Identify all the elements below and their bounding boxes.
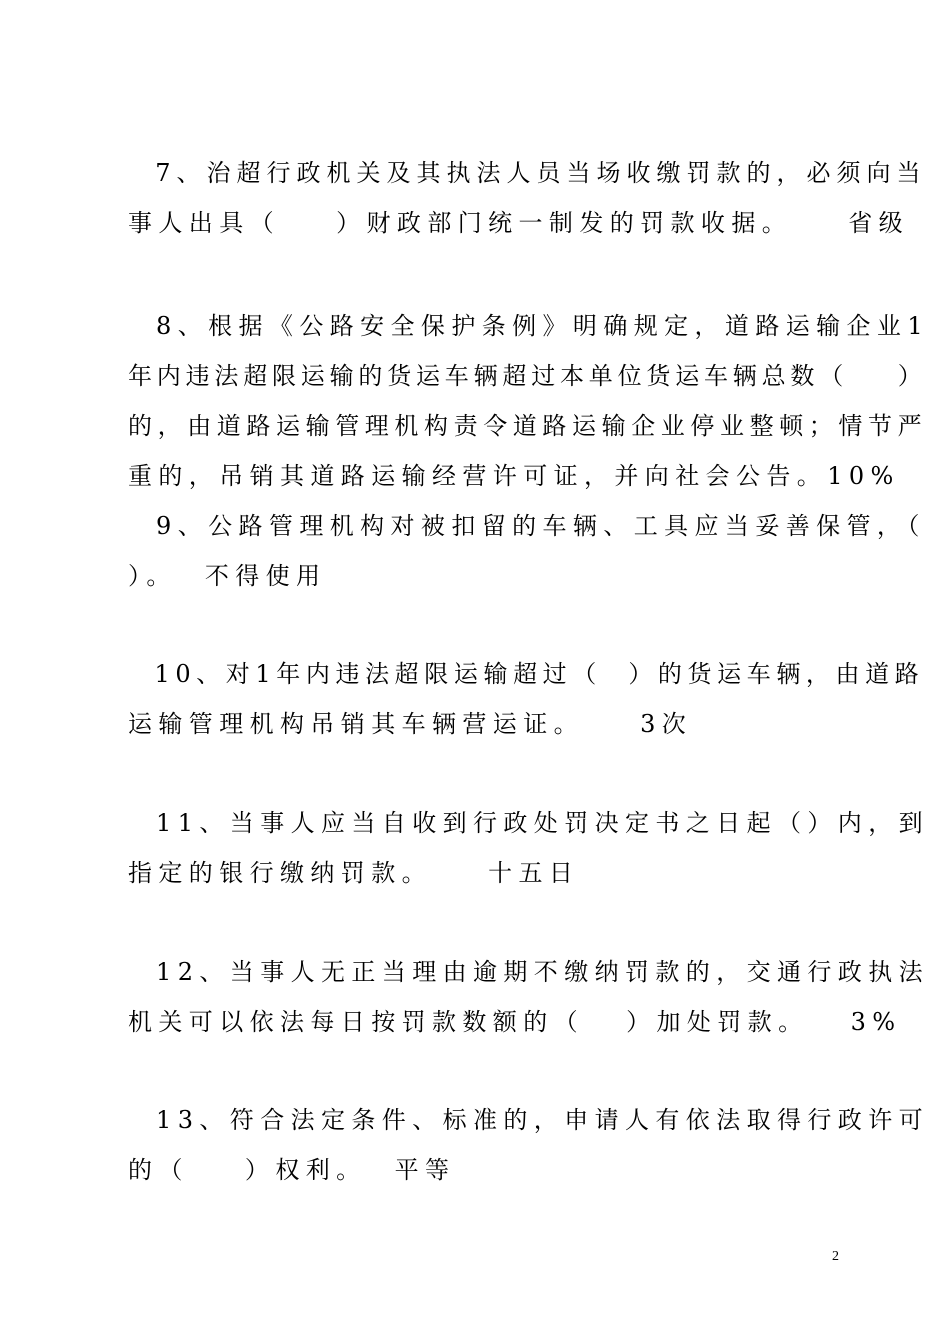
question-10-line-1: 10、对1年内违法超限运输超过（ ）的货运车辆，由道路 — [128, 660, 925, 688]
question-12-line-2: 机关可以依法每日按罚款数额的（ ）加处罚款。 3% — [128, 1008, 902, 1036]
question-11-line-2: 指定的银行缴纳罚款。 十五日 — [128, 859, 580, 887]
question-9-line-2: ）。 不得使用 — [128, 562, 327, 590]
question-8-line-3: 的，由道路运输管理机构责令道路运输企业停业整顿；情节严 — [128, 412, 928, 440]
question-8-line-2: 年内违法超限运输的货运车辆超过本单位货运车辆总数（ ） — [128, 362, 927, 390]
question-8-line-4: 重的，吊销其道路运输经营许可证，并向社会公告。10% — [128, 462, 900, 490]
question-13-line-2: 的（ ）权利。 平等 — [128, 1156, 456, 1184]
question-11-line-1: 11、当事人应当自收到行政处罚决定书之日起（）内，到 — [128, 809, 929, 837]
question-12-line-1: 12、当事人无正当理由逾期不缴纳罚款的，交通行政执法 — [128, 958, 929, 986]
page-number: 2 — [832, 1249, 839, 1264]
question-7-line-2: 事人出具（ ）财政部门统一制发的罚款收据。 省级 — [128, 209, 910, 237]
question-7-line-1: 7、治超行政机关及其执法人员当场收缴罚款的，必须向当 — [128, 159, 927, 187]
question-10-line-2: 运输管理机构吊销其车辆营运证。 3次 — [128, 710, 693, 738]
question-9-line-1: 9、公路管理机构对被扣留的车辆、工具应当妥善保管，（ — [128, 512, 926, 540]
question-13-line-1: 13、符合法定条件、标准的，申请人有依法取得行政许可 — [128, 1106, 929, 1134]
question-8-line-1: 8、根据《公路安全保护条例》明确规定，道路运输企业1 — [128, 312, 929, 340]
